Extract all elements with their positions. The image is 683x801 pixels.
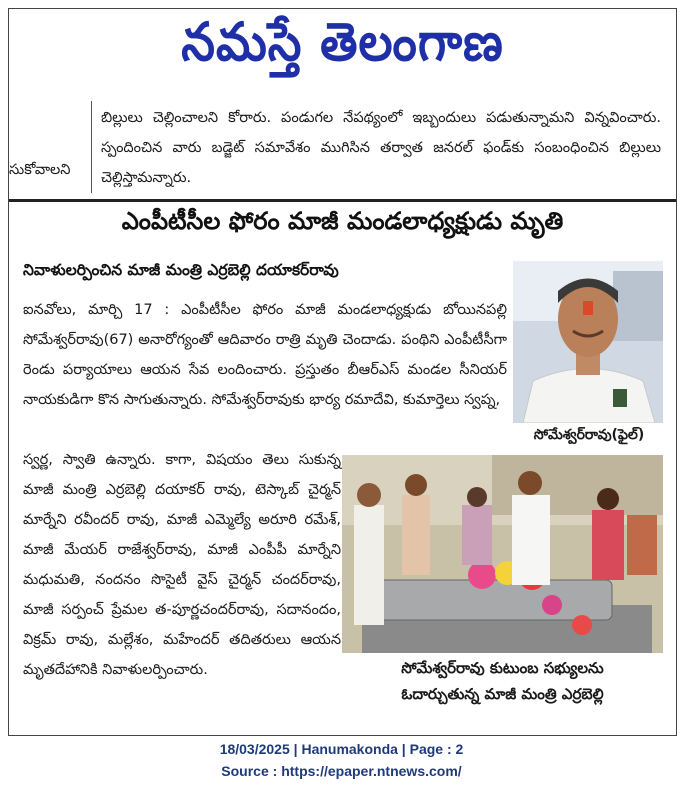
portrait-caption: సోమేశ్వర్‌రావు(ఫైల్) xyxy=(533,427,645,443)
article-body-part1: ఐనవోలు, మార్చి 17 : ఎంపీటీసీల ఫోరం మాజీ మండలాధ్యక్షుడు బోయినపల్లి సోమేశ్వర్‌రావు(67) అనారోగ్యంతో ఆదివారం రాత్రి మృతి చెందాడు. పంథిని ఎంపీటీసీగా రెండు పర్యాయాలు ఆయన సేవ లందించారు. ప్రస్తుతం బీఆర్‌ఎస్ మండల సీనియర్ నాయకుడిగా కొన సాగుతున్నారు. సోమేశ్వర్‌రావుకు భార్య రమాదేవి, కుమార్తెలు స్వప్న, xyxy=(23,302,507,408)
source-footer xyxy=(0,738,683,782)
portrait-photo xyxy=(513,261,663,423)
previous-article-text: బిల్లులు చెల్లించాలని కోరారు. పండుగల నేపథ్యంలో ఇబ్బందులు పడుతున్నామని విన్నవించారు. స్పందించిన వారు బడ్జెట్ సమావేశం ముగిసిన తర్వాత జనరల్ ఫండ్‌కు సంబంధించిన బిల్లులు చెల్లిస్తామన్నారు. xyxy=(101,110,661,186)
condolence-caption-line2: ఓదార్చుతున్న మాజీ మంత్రి ఎర్రబెల్లి xyxy=(401,685,604,703)
article-headline: ఎంపీటీసీల ఫోరం మాజీ మండలాధ్యక్షుడు మృతి xyxy=(121,207,564,235)
condolence-caption-line1: సోమేశ్వర్‌రావు కుటుంబ సభ్యులను xyxy=(401,659,604,677)
article-body-part2: స్వర్ణ, స్వాతి ఉన్నారు. కాగా, విషయం తెలు సుకున్న మాజీ మంత్రి ఎర్రబెల్లి దయాకర్ రావు, టెస్కాబ్ చైర్మన్ మార్నేని రవీందర్ రావు, మాజీ ఎమ్మెల్యే అరూరి రమేశ్, మాజీ మేయర్ రాజేశ్వర్‌రావు, మాజీ ఎంపీపీ మార్నేని మధుమతి, నందనం సొసైటీ వైస్ చైర్మన్ చందర్‌రావు, మాజీ సర్పంచ్ ప్రేమల త-పూర్ణచందర్‌రావు, సదానందం, విక్రమ్ రావు, మల్లేశం, మహేందర్ తదితరులు ఆయన మృతదేహానికి నివాళులర్పించారు. xyxy=(23,452,341,678)
footer-source: Source : https://epaper.ntnews.com/ xyxy=(221,763,462,779)
section-separator xyxy=(9,199,676,202)
column-divider xyxy=(91,101,92,193)
condolence-caption xyxy=(342,655,663,707)
article-subheadline: నివాళులర్పించిన మాజీ మంత్రి ఎర్రబెల్లి దయాకర్‌రావు xyxy=(23,261,339,279)
footer-date-edition: 18/03/2025 | Hanumakonda | Page : 2 xyxy=(219,741,464,757)
condolence-photo xyxy=(342,455,663,653)
masthead xyxy=(9,9,676,97)
newspaper-clipping xyxy=(8,8,677,736)
masthead-title: నమస్తే తెలంగాణ xyxy=(181,11,504,74)
previous-column-fragment: సుకోవాలని xyxy=(9,162,71,178)
